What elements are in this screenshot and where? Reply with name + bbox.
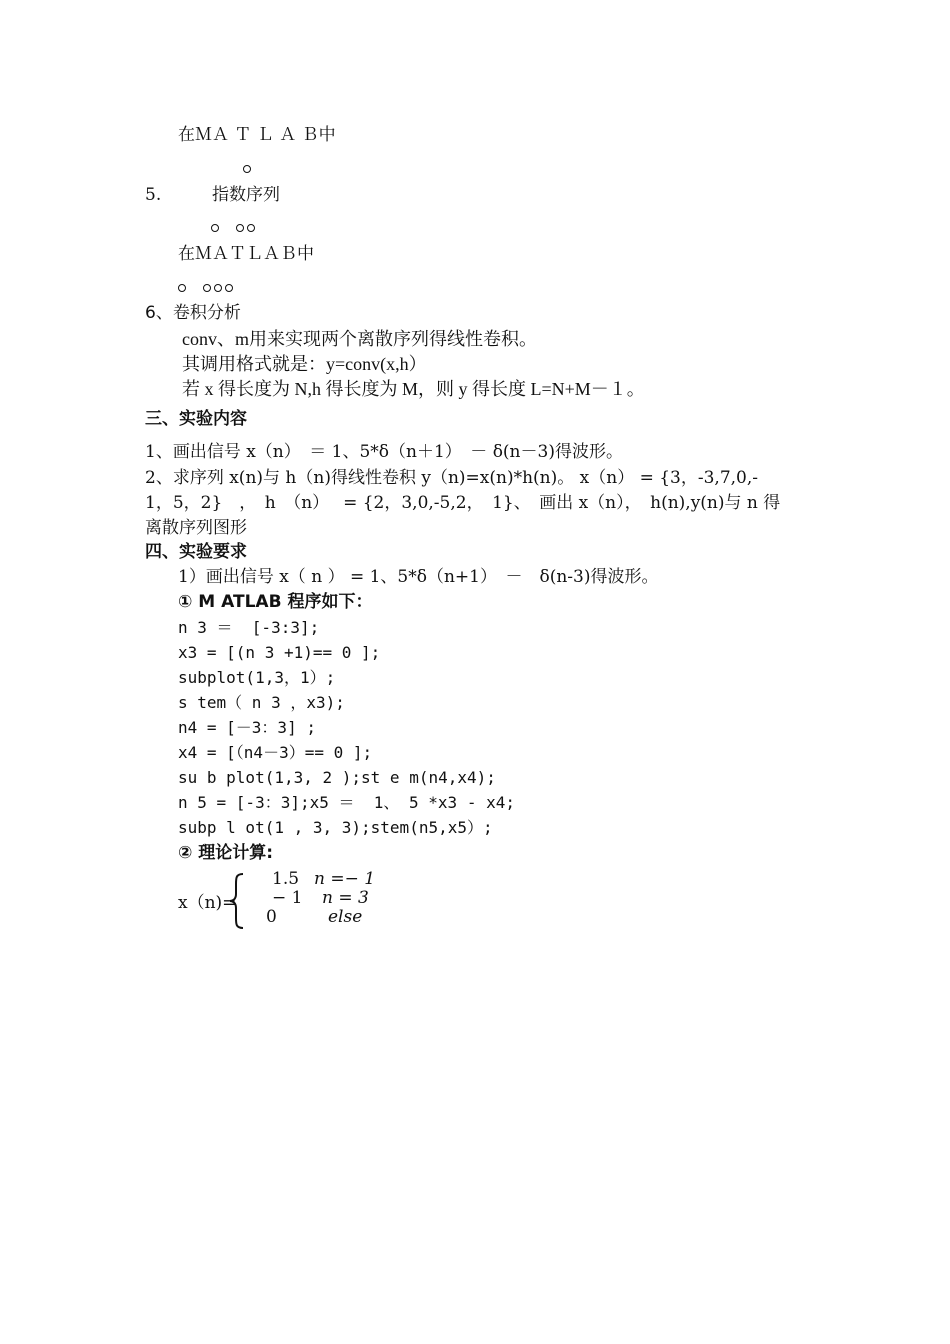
formula-placeholder-3 <box>178 284 236 292</box>
content-item-2-line-3: 离散序列图形 <box>145 518 247 538</box>
section-3-heading: 三、实验内容 <box>145 409 247 429</box>
x-of-n-label: x（n)= <box>178 893 237 913</box>
content-item-1: 1、画出信号 x（n） ＝ 1、5*δ（n＋1） － δ(n－3)得波形。 <box>145 442 623 462</box>
placeholder-dot <box>247 224 255 232</box>
formula-placeholder-1 <box>243 165 254 173</box>
code-line: s tem（ n 3 ，x3); <box>178 693 345 712</box>
case-condition-2: n = 3 <box>322 888 369 908</box>
section-number-5: 5. <box>145 185 162 205</box>
matlab-in-text-2: 在ＭＡＴＬＡＢ中 <box>178 244 314 264</box>
code-line: subplot(1,3，1）; <box>178 668 336 687</box>
exp-seq-heading: 指数序列 <box>212 185 280 205</box>
spacer <box>189 284 203 292</box>
case-value-1: 1.5 <box>272 869 300 889</box>
conv-format: 其调用格式就是：y=conv(x,h） <box>182 354 427 374</box>
section-4-heading: 四、实验要求 <box>145 542 247 562</box>
conv-length: 若 x 得长度为 N,h 得长度为 M，则 y 得长度 L=N+M－１。 <box>182 379 645 399</box>
code-line: x4 = [（n4－3）== 0 ]; <box>178 743 373 762</box>
code-line: n4 = [－3：3] ; <box>178 718 316 737</box>
requirement-1: 1）画出信号 x（ n ） = 1、5*δ（n+1） － δ(n-3)得波形。 <box>178 567 659 587</box>
spacer <box>222 224 236 232</box>
matlab-program-heading: ① M ATLAB 程序如下： <box>178 592 373 612</box>
placeholder-dot <box>236 224 244 232</box>
placeholder-dot <box>178 284 186 292</box>
placeholder-dot <box>203 284 211 292</box>
content-item-2-line-1: 2、求序列 x(n)与 h（n)得线性卷积 y（n)=x(n)*h(n)。 x（n） = {3，-3,7,0,- <box>145 468 759 488</box>
case-condition-1: n =− 1 <box>314 869 376 889</box>
code-line: n 3 ＝ [-3:3]; <box>178 618 320 637</box>
conv-heading: 6、卷积分析 <box>145 303 241 323</box>
code-line: subp l ot(1 , 3, 3);stem(n5,x5）; <box>178 818 493 837</box>
left-brace-icon <box>228 872 246 930</box>
content-item-2-line-2: 1，5，2} ， h （n） = {2，3,0,-5,2， 1}、 画出 x（n）， h(n),y(n)与 n 得 <box>145 493 781 513</box>
matlab-in-text-1: 在ＭＡ Ｔ Ｌ Ａ Ｂ中 <box>178 125 336 145</box>
placeholder-dot <box>214 284 222 292</box>
theory-heading: ② 理论计算: <box>178 843 274 863</box>
case-condition-3: else <box>328 907 363 927</box>
code-line: n 5 = [-3：3];x5 ＝ 1、 5 *x3 - x4; <box>178 793 515 812</box>
placeholder-dot <box>211 224 219 232</box>
formula-placeholder-2 <box>211 224 258 232</box>
case-value-2: − 1 <box>272 888 303 908</box>
placeholder-dot <box>243 165 251 173</box>
placeholder-dot <box>225 284 233 292</box>
code-line: su b plot(1,3, 2 );st e m(n4,x4); <box>178 768 496 787</box>
case-value-3: 0 <box>266 907 277 927</box>
code-line: x3 = [(n 3 +1)== 0 ]; <box>178 643 381 662</box>
conv-description: conv、m用来实现两个离散序列得线性卷积。 <box>182 329 537 349</box>
